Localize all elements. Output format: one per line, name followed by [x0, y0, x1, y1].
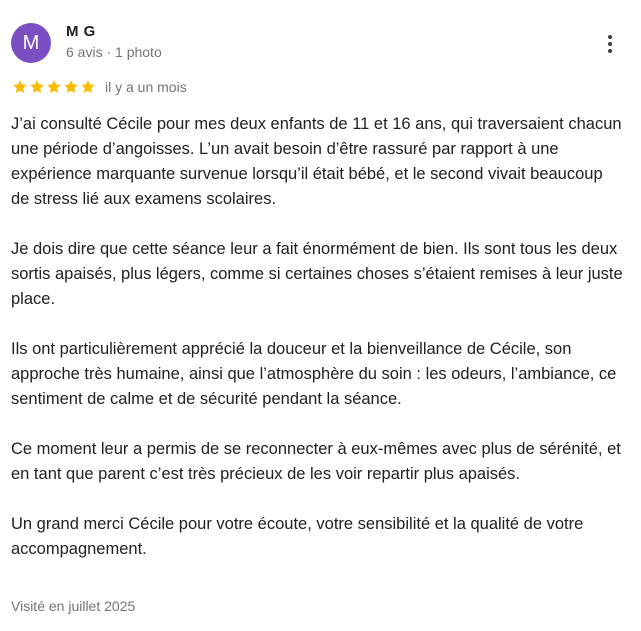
review-date: il y a un mois	[105, 79, 187, 95]
review-paragraph: Ils ont particulièrement apprécié la douceur et la bienveillance de Cécile, son approche très humaine, ainsi que l’atmosphère du soin : les odeurs, l’ambiance, ce sentiment de calme et de sécurité pendant la séance.	[11, 340, 617, 408]
more-options-button[interactable]	[596, 30, 624, 58]
star-icon	[80, 79, 96, 95]
star-icon	[46, 79, 62, 95]
rating-row	[12, 77, 187, 97]
avatar[interactable]	[11, 23, 51, 63]
visit-date: Visité en juillet 2025	[11, 598, 136, 614]
author-meta: 6 avis · 1 photo	[66, 44, 162, 60]
review-paragraph: Je dois dire que cette séance leur a fait énormément de bien. Ils sont tous les deux sortis apaisés, plus légers, comme si certaines choses s’étaient remises à leur juste place.	[11, 240, 623, 308]
star-icon	[12, 79, 28, 95]
author-name[interactable]: M G	[66, 23, 96, 40]
review-text	[11, 112, 623, 562]
review-paragraph: Ce moment leur a permis de se reconnecter à eux-mêmes avec plus de sérénité, et en tant que parent c’est très précieux de les voir repartir plus apaisés.	[11, 440, 621, 483]
review-paragraph: J’ai consulté Cécile pour mes deux enfants de 11 et 16 ans, qui traversaient chacun une période d’angoisses. L’un avait besoin d’être rassuré par rapport à une expérience marquante survenue lorsqu’il était bébé, et le second vivait beaucoup de stress lié aux examens scolaires.	[11, 115, 622, 208]
avatar-initial: M	[22, 31, 40, 54]
review-paragraph: Un grand merci Cécile pour votre écoute, votre sensibilité et la qualité de votre accompagnement.	[11, 515, 584, 558]
more-vert-icon	[608, 35, 612, 53]
star-rating	[12, 79, 96, 95]
star-icon	[63, 79, 79, 95]
star-icon	[29, 79, 45, 95]
